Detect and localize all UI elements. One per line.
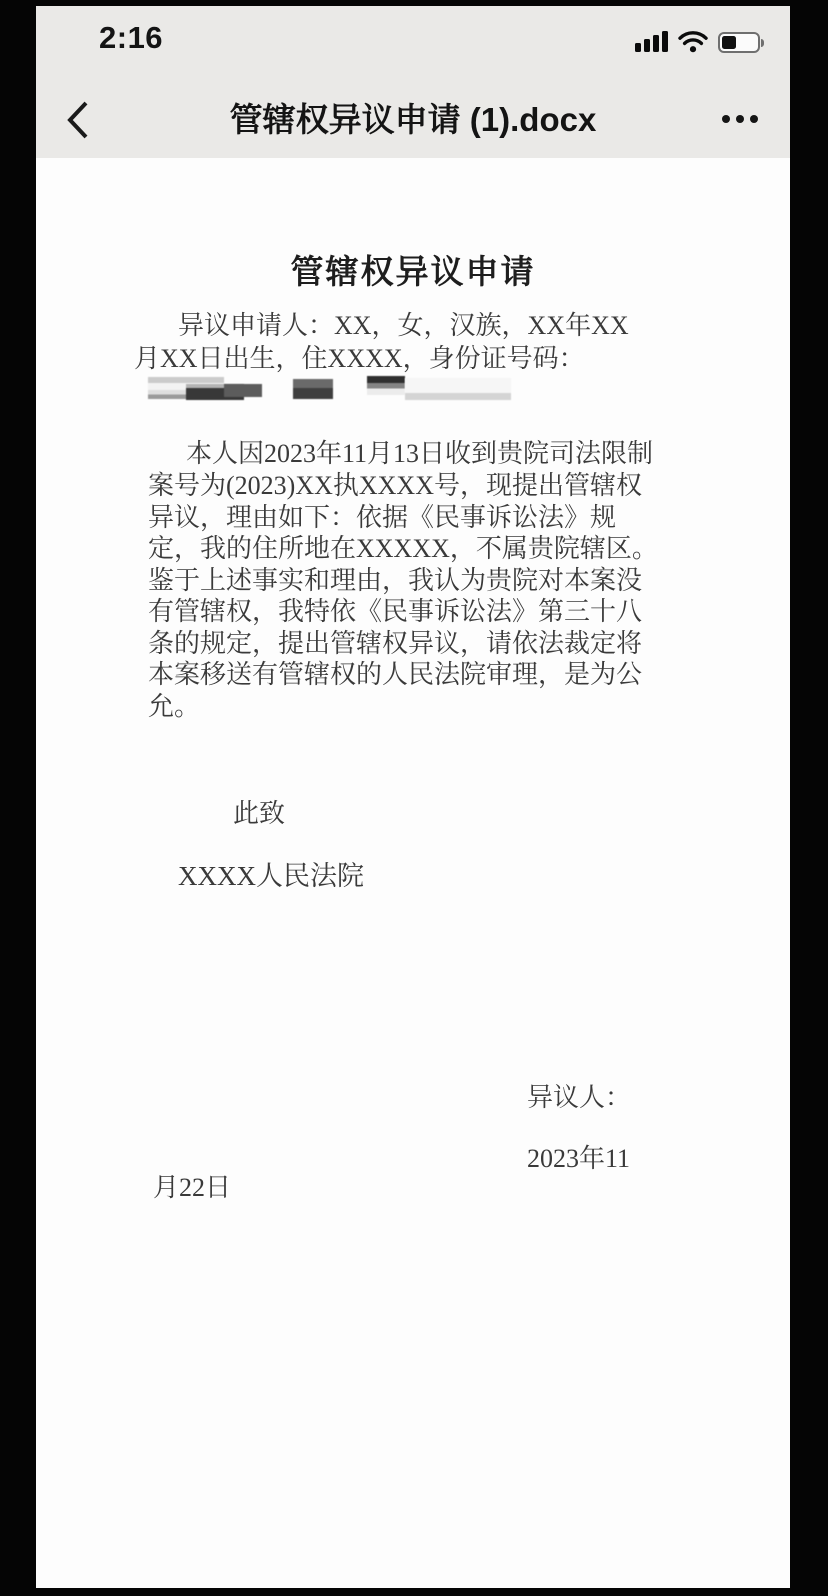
redacted-id-block bbox=[293, 379, 333, 399]
signal-strength-icon bbox=[635, 30, 668, 54]
top-black-bar bbox=[0, 0, 828, 6]
doc-body-line: 条的规定，提出管辖权异议，请依法裁定将 bbox=[148, 629, 643, 658]
doc-body-line: 有管辖权，我特依《民事诉讼法》第三十八 bbox=[148, 597, 643, 626]
file-title: 管辖权异议申请 (1).docx bbox=[229, 101, 597, 138]
doc-closing: 此致 bbox=[233, 799, 286, 828]
redacted-id-block bbox=[405, 378, 511, 400]
back-button[interactable] bbox=[50, 92, 106, 148]
doc-intro-line-1: 异议申请人：XX，女，汉族，XX年XX bbox=[178, 311, 629, 340]
doc-date-part-1: 2023年11 bbox=[527, 1144, 631, 1173]
doc-body-line: 允。 bbox=[148, 692, 201, 721]
status-bar bbox=[36, 20, 790, 64]
chevron-left-icon bbox=[66, 100, 90, 140]
doc-heading: 管辖权异议申请 bbox=[290, 253, 536, 290]
doc-date-part-2: 月22日 bbox=[153, 1173, 232, 1202]
doc-intro-line-2: 月XX日出生，住XXXX，身份证号码： bbox=[134, 344, 585, 373]
doc-body-line: 定，我的住所地在XXXXX，不属贵院辖区。 bbox=[148, 534, 658, 563]
ellipsis-icon bbox=[722, 115, 758, 123]
nav-bar bbox=[36, 84, 790, 158]
doc-body-line: 鉴于上述事实和理由，我认为贵院对本案没 bbox=[148, 566, 643, 595]
wifi-icon bbox=[678, 30, 708, 53]
left-black-bar bbox=[0, 0, 36, 1596]
doc-signature-label: 异议人： bbox=[527, 1083, 632, 1112]
doc-body-line: 异议，理由如下：依据《民事诉讼法》规 bbox=[148, 503, 617, 532]
right-black-bar bbox=[790, 0, 828, 1596]
document-viewer[interactable] bbox=[36, 158, 790, 1596]
phone-screen bbox=[36, 0, 790, 1596]
status-icons bbox=[635, 24, 760, 54]
header bbox=[36, 0, 790, 158]
doc-court: XXXX人民法院 bbox=[178, 861, 364, 891]
redacted-id-block bbox=[224, 384, 262, 397]
more-menu-button[interactable] bbox=[722, 104, 758, 134]
battery-icon bbox=[718, 32, 760, 53]
doc-body-line: 案号为(2023)XX执XXXX号，现提出管辖权 bbox=[148, 471, 642, 500]
doc-body-line: 本人因2023年11月13日收到贵院司法限制 bbox=[186, 439, 654, 468]
bottom-black-bar bbox=[0, 1588, 828, 1596]
redacted-id-block bbox=[367, 376, 405, 395]
status-time: 2:16 bbox=[99, 20, 164, 55]
doc-body-line: 本案移送有管辖权的人民法院审理，是为公 bbox=[148, 660, 643, 689]
